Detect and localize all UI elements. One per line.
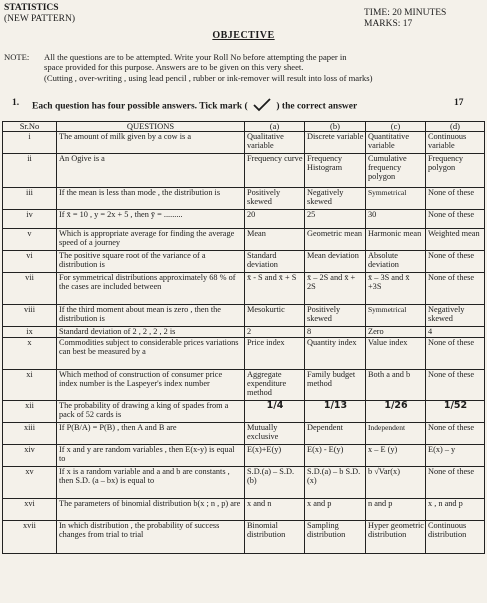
question-text: The amount of milk given by a cow is a <box>57 132 245 154</box>
option-a: E(x)+E(y) <box>245 445 305 467</box>
option-a: Binomial distribution <box>245 521 305 554</box>
row-number: v <box>3 229 57 251</box>
row-number: i <box>3 132 57 154</box>
table-header-row <box>3 122 485 132</box>
option-b: Frequency Histogram <box>305 154 366 188</box>
option-a: Positively skewed <box>245 188 305 210</box>
option-b: 1/13 <box>305 401 366 423</box>
question-text: If x̄ = 10 , y = 2x + 5 , then ȳ = ......... <box>57 210 245 229</box>
row-number: xvii <box>3 521 57 554</box>
question-text: The parameters of binomial distribution b(x ; n , p) are <box>57 499 245 521</box>
table-row <box>3 273 485 305</box>
option-b: E(x) - E(y) <box>305 445 366 467</box>
option-d: None of these <box>426 251 485 273</box>
table-row <box>3 305 485 327</box>
question-text: Which method of construction of consumer price index number is the Laspeyer's index number <box>57 370 245 401</box>
header-option-d: (d) <box>426 122 485 132</box>
option-b: Mean deviation <box>305 251 366 273</box>
subject-title: STATISTICS <box>4 3 59 13</box>
row-number: ii <box>3 154 57 188</box>
question-text: Commodities subject to considerable prices variations can best be measured by a <box>57 338 245 370</box>
option-a: 2 <box>245 327 305 338</box>
row-number: xii <box>3 401 57 423</box>
option-a: Aggregate expenditure method <box>245 370 305 401</box>
question-text: If P(B/A) = P(B) , then A and B are <box>57 423 245 445</box>
instructions-note <box>4 52 482 83</box>
table-row <box>3 467 485 499</box>
option-c: Absolute deviation <box>366 251 426 273</box>
row-number: xvi <box>3 499 57 521</box>
note-line-3: (Cutting , over-writing , using lead pencil , rubber or ink-remover will result into loss of marks) <box>44 72 373 83</box>
option-b: Quantity index <box>305 338 366 370</box>
option-a: Standard deviation <box>245 251 305 273</box>
tick-mark-icon <box>252 98 272 115</box>
option-c: Symmetrical <box>366 305 426 327</box>
option-d: None of these <box>426 210 485 229</box>
option-b: x̄ – 2S and x̄ + 2S <box>305 273 366 305</box>
row-number: ix <box>3 327 57 338</box>
option-a: Mutually exclusive <box>245 423 305 445</box>
option-a: Mesokurtic <box>245 305 305 327</box>
option-a: x̄ - S and x̄ + S <box>245 273 305 305</box>
table-row <box>3 132 485 154</box>
option-d: x , n and p <box>426 499 485 521</box>
marks-label: MARKS: 17 <box>364 19 413 29</box>
option-b: Family budget method <box>305 370 366 401</box>
option-d: None of these <box>426 188 485 210</box>
option-b: Positively skewed <box>305 305 366 327</box>
option-a: Frequency curve <box>245 154 305 188</box>
option-b: Dependent <box>305 423 366 445</box>
question-text: If x and y are random variables , then E(x-y) is equal to <box>57 445 245 467</box>
pattern-label: (NEW PATTERN) <box>4 14 75 24</box>
time-label: TIME: 20 MINUTES <box>364 8 447 18</box>
option-d: 4 <box>426 327 485 338</box>
question-text: If x is a random variable and a and b are constants , then S.D. (a – bx) is equal to <box>57 467 245 499</box>
option-d: None of these <box>426 467 485 499</box>
option-b: 25 <box>305 210 366 229</box>
option-a: 1/4 <box>245 401 305 423</box>
option-d: None of these <box>426 273 485 305</box>
question-text: If the third moment about mean is zero , then the distribution is <box>57 305 245 327</box>
option-c: Value index <box>366 338 426 370</box>
question-text: An Ogive is a <box>57 154 245 188</box>
option-c: Zero <box>366 327 426 338</box>
option-d: Continuous distribution <box>426 521 485 554</box>
option-c: Quantitative variable <box>366 132 426 154</box>
table-row <box>3 229 485 251</box>
option-b: Negatively skewed <box>305 188 366 210</box>
option-d: Weighted mean <box>426 229 485 251</box>
section-title: OBJECTIVE <box>212 30 275 41</box>
table-row <box>3 251 485 273</box>
table-row <box>3 154 485 188</box>
table-row <box>3 445 485 467</box>
option-d: Negatively skewed <box>426 305 485 327</box>
question-text: The probability of drawing a king of spades from a pack of 52 cards is <box>57 401 245 423</box>
option-b: x and p <box>305 499 366 521</box>
row-number: xv <box>3 467 57 499</box>
note-line-1: All the questions are to be attempted. Write your Roll No before attempting the paper in <box>44 52 347 62</box>
option-c: b √Var(x) <box>366 467 426 499</box>
table-row <box>3 327 485 338</box>
row-number: vi <box>3 251 57 273</box>
question-text-after: ) the correct answer <box>276 101 358 112</box>
header-right <box>364 8 446 30</box>
row-number: vii <box>3 273 57 305</box>
row-number: xi <box>3 370 57 401</box>
row-number: xiv <box>3 445 57 467</box>
row-number: viii <box>3 305 57 327</box>
option-b: Discrete variable <box>305 132 366 154</box>
option-a: S.D.(a) – S.D.(b) <box>245 467 305 499</box>
header-option-b: (b) <box>305 122 366 132</box>
option-c: 1/26 <box>366 401 426 423</box>
header-option-c: (c) <box>366 122 426 132</box>
note-label: NOTE: <box>4 52 30 62</box>
question-heading <box>12 98 464 112</box>
option-d: None of these <box>426 423 485 445</box>
option-d: Continuous variable <box>426 132 485 154</box>
option-a: x and n <box>245 499 305 521</box>
option-c: Both a and b <box>366 370 426 401</box>
table-row <box>3 370 485 401</box>
option-c: x – E (y) <box>366 445 426 467</box>
question-text: Standard deviation of 2 , 2 , 2 , 2 is <box>57 327 245 338</box>
question-text: Which is appropriate average for finding the average speed of a journey <box>57 229 245 251</box>
row-number: iv <box>3 210 57 229</box>
question-text: For symmetrical distributions approximately 68 % of the cases are included between <box>57 273 245 305</box>
option-a: Price index <box>245 338 305 370</box>
question-text: The positive square root of the variance of a distribution is <box>57 251 245 273</box>
table-row <box>3 210 485 229</box>
question-text: In which distribution , the probability of success changes from trial to trial <box>57 521 245 554</box>
header-option-a: (a) <box>245 122 305 132</box>
note-line-2: space provided for this purpose. Answers are to be given on this very sheet. <box>44 62 304 73</box>
option-b: S.D.(a) – b S.D.(x) <box>305 467 366 499</box>
table-row <box>3 499 485 521</box>
row-number: x <box>3 338 57 370</box>
option-c: Harmonic mean <box>366 229 426 251</box>
table-row <box>3 338 485 370</box>
table-row <box>3 423 485 445</box>
header-left <box>4 3 75 25</box>
option-d: None of these <box>426 338 485 370</box>
option-a: Qualitative variable <box>245 132 305 154</box>
question-marks: 17 <box>454 98 464 108</box>
question-text: If the mean is less than mode , the distribution is <box>57 188 245 210</box>
option-b: Sampling distribution <box>305 521 366 554</box>
row-number: iii <box>3 188 57 210</box>
header-questions: QUESTIONS <box>57 122 245 132</box>
mcq-table <box>2 121 485 554</box>
option-c: Cumulative frequency polygon <box>366 154 426 188</box>
option-d: 1/52 <box>426 401 485 423</box>
question-number: 1. <box>12 98 20 108</box>
option-c: n and p <box>366 499 426 521</box>
option-a: Mean <box>245 229 305 251</box>
option-b: Geometric mean <box>305 229 366 251</box>
table-row <box>3 188 485 210</box>
option-c: Symmetrical <box>366 188 426 210</box>
option-c: Hyper geometric distribution <box>366 521 426 554</box>
row-number: xiii <box>3 423 57 445</box>
option-b: 8 <box>305 327 366 338</box>
option-d: None of these <box>426 370 485 401</box>
table-row <box>3 401 485 423</box>
option-a: 20 <box>245 210 305 229</box>
table-row <box>3 521 485 554</box>
question-text-before: Each question has four possible answers. Tick mark ( <box>32 101 248 112</box>
option-c: Independent <box>366 423 426 445</box>
option-d: E(x) – y <box>426 445 485 467</box>
option-c: 30 <box>366 210 426 229</box>
option-c: x̄ – 3S and x̄ +3S <box>366 273 426 305</box>
option-d: Frequency polygon <box>426 154 485 188</box>
header-sr: Sr.No <box>3 122 57 132</box>
